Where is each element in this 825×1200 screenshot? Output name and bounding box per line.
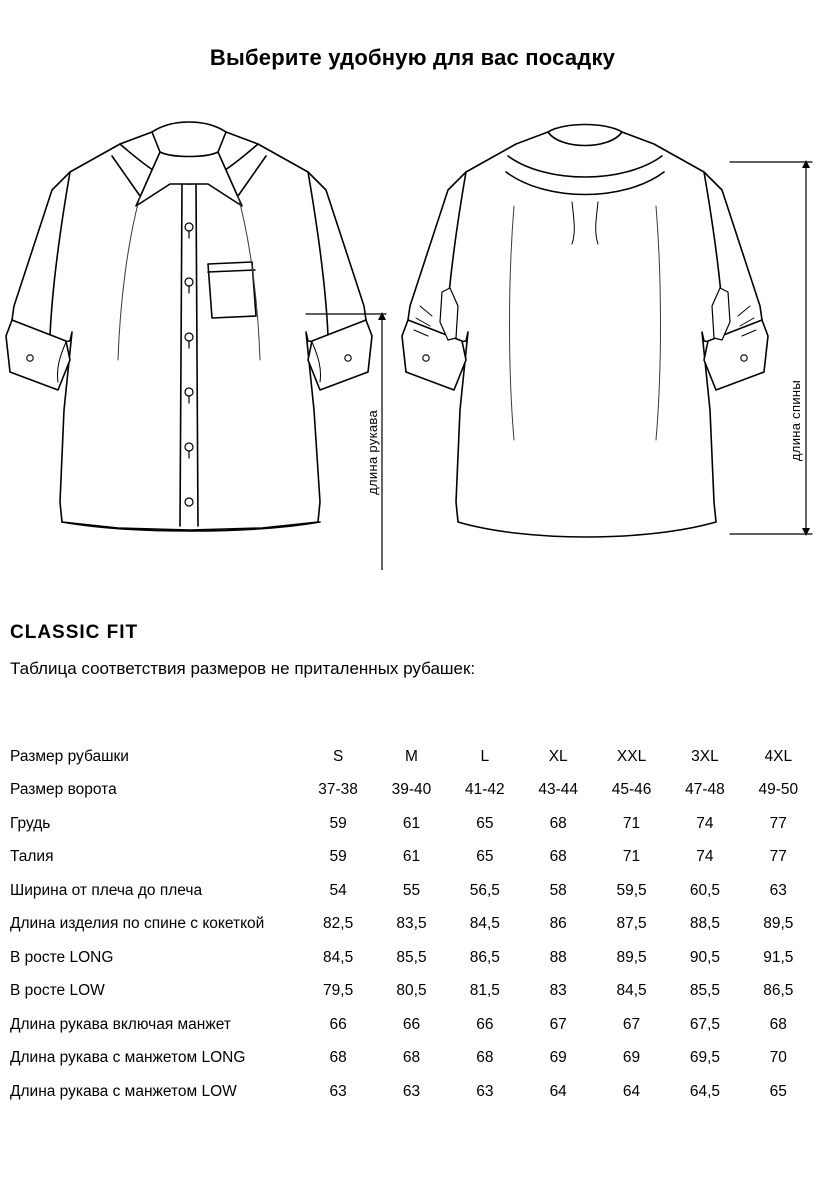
table-subtitle: Таблица соответствия размеров не приталенных рубашек: [10,659,476,678]
column-header-3xl: 3XL [691,747,719,765]
table-row [10,807,815,841]
row-label: Талия [10,848,54,866]
cell: 68 [402,1049,421,1067]
row-label: Ширина от плеча до плеча [10,881,203,899]
cell: 60,5 [689,881,720,899]
table-row [10,941,815,975]
cell: 85,5 [689,982,720,1000]
cell: 84,5 [616,982,647,1000]
cell: 64 [622,1082,641,1100]
cell: 91,5 [763,948,794,966]
cell: 65 [476,814,494,832]
back-shirt-illustration [402,125,768,538]
cell: 70 [769,1049,787,1067]
shirt-figure [0,110,825,570]
cell: 67 [622,1015,641,1033]
cell: 74 [696,814,714,832]
cell: 84,5 [469,915,500,933]
cell: 37-38 [318,781,358,799]
cell: 58 [549,881,567,899]
cell: 86,5 [763,982,794,1000]
cell: 77 [769,814,787,832]
cell: 83 [549,982,567,1000]
row-label: Размер ворота [10,781,117,799]
cell: 39-40 [391,781,432,799]
cell: 61 [402,848,421,866]
cell: 66 [402,1015,421,1033]
cell: 69,5 [689,1049,720,1067]
column-header-4xl: 4XL [764,747,793,765]
table-row [10,975,815,1009]
table-row [10,1008,815,1042]
column-header-xl: XL [548,747,568,765]
table-row [10,874,815,908]
cell: 68 [769,1015,787,1033]
cell: 86 [549,915,567,933]
page-title: Выберите удобную для вас посадку [209,45,616,70]
cell: 64 [549,1082,567,1100]
cell: 74 [696,848,714,866]
column-header-s: S [332,747,344,765]
row-label: Длина изделия по спине с кокеткой [10,915,265,933]
cell: 71 [622,814,641,832]
cell: 80,5 [396,982,427,1000]
cell: 88 [549,948,567,966]
cell: 69 [549,1049,567,1067]
cell: 66 [329,1015,347,1033]
table-row [10,908,815,942]
cell: 85,5 [396,948,427,966]
cell: 59 [329,848,347,866]
cell: 65 [769,1082,787,1100]
column-header-l: L [480,747,490,765]
shirt-diagram-svg [0,110,825,570]
cell: 65 [476,848,494,866]
cell: 59,5 [616,881,647,899]
row-label: Длина рукава с манжетом LOW [10,1082,237,1100]
cell: 63 [329,1082,347,1100]
table-row [10,1042,815,1076]
cell: 68 [549,814,567,832]
cell: 84,5 [323,948,354,966]
cell: 61 [402,814,421,832]
cell: 90,5 [689,948,720,966]
row-label: Длина рукава включая манжет [10,1015,231,1033]
table-row [10,774,815,808]
cell: 59 [329,814,347,832]
cell: 69 [622,1049,641,1067]
column-header-xxl: XXL [616,747,647,765]
size-table [10,740,815,1109]
cell: 43-44 [538,781,579,799]
cell: 81,5 [469,982,500,1000]
cell: 55 [402,881,421,899]
cell: 83,5 [396,915,427,933]
front-shirt-illustration [6,122,372,531]
cell: 54 [329,881,347,899]
table-row [10,1075,815,1109]
row-label: В росте LOW [10,982,105,1000]
cell: 87,5 [616,915,647,933]
row-label: В росте LONG [10,948,114,966]
cell: 45-46 [611,781,652,799]
cell: 56,5 [469,881,500,899]
cell: 67,5 [689,1015,720,1033]
sleeve-length-label: длина рукава [365,410,380,495]
cell: 86,5 [469,948,500,966]
row-label: Грудь [10,814,51,832]
cell: 89,5 [763,915,794,933]
cell: 79,5 [323,982,354,1000]
back-length-label: длина спины [788,380,803,462]
cell: 67 [549,1015,567,1033]
cell: 49-50 [758,781,799,799]
cell: 88,5 [689,915,720,933]
cell: 63 [769,881,787,899]
cell: 66 [476,1015,494,1033]
cell: 77 [769,848,787,866]
cell: 68 [476,1049,494,1067]
cell: 89,5 [616,948,647,966]
cell: 63 [402,1082,421,1100]
table-row [10,841,815,875]
cell: 64,5 [689,1082,720,1100]
cell: 47-48 [685,781,725,799]
table-header-label: Размер рубашки [10,747,129,765]
cell: 71 [622,848,641,866]
fit-type-heading: CLASSIC FIT [10,622,139,643]
cell: 68 [549,848,567,866]
cell: 82,5 [323,915,354,933]
cell: 41-42 [465,781,505,799]
cell: 63 [476,1082,494,1100]
cell: 68 [329,1049,347,1067]
column-header-m: M [405,747,418,765]
row-label: Длина рукава с манжетом LONG [10,1049,246,1067]
table-header-row [10,740,815,774]
